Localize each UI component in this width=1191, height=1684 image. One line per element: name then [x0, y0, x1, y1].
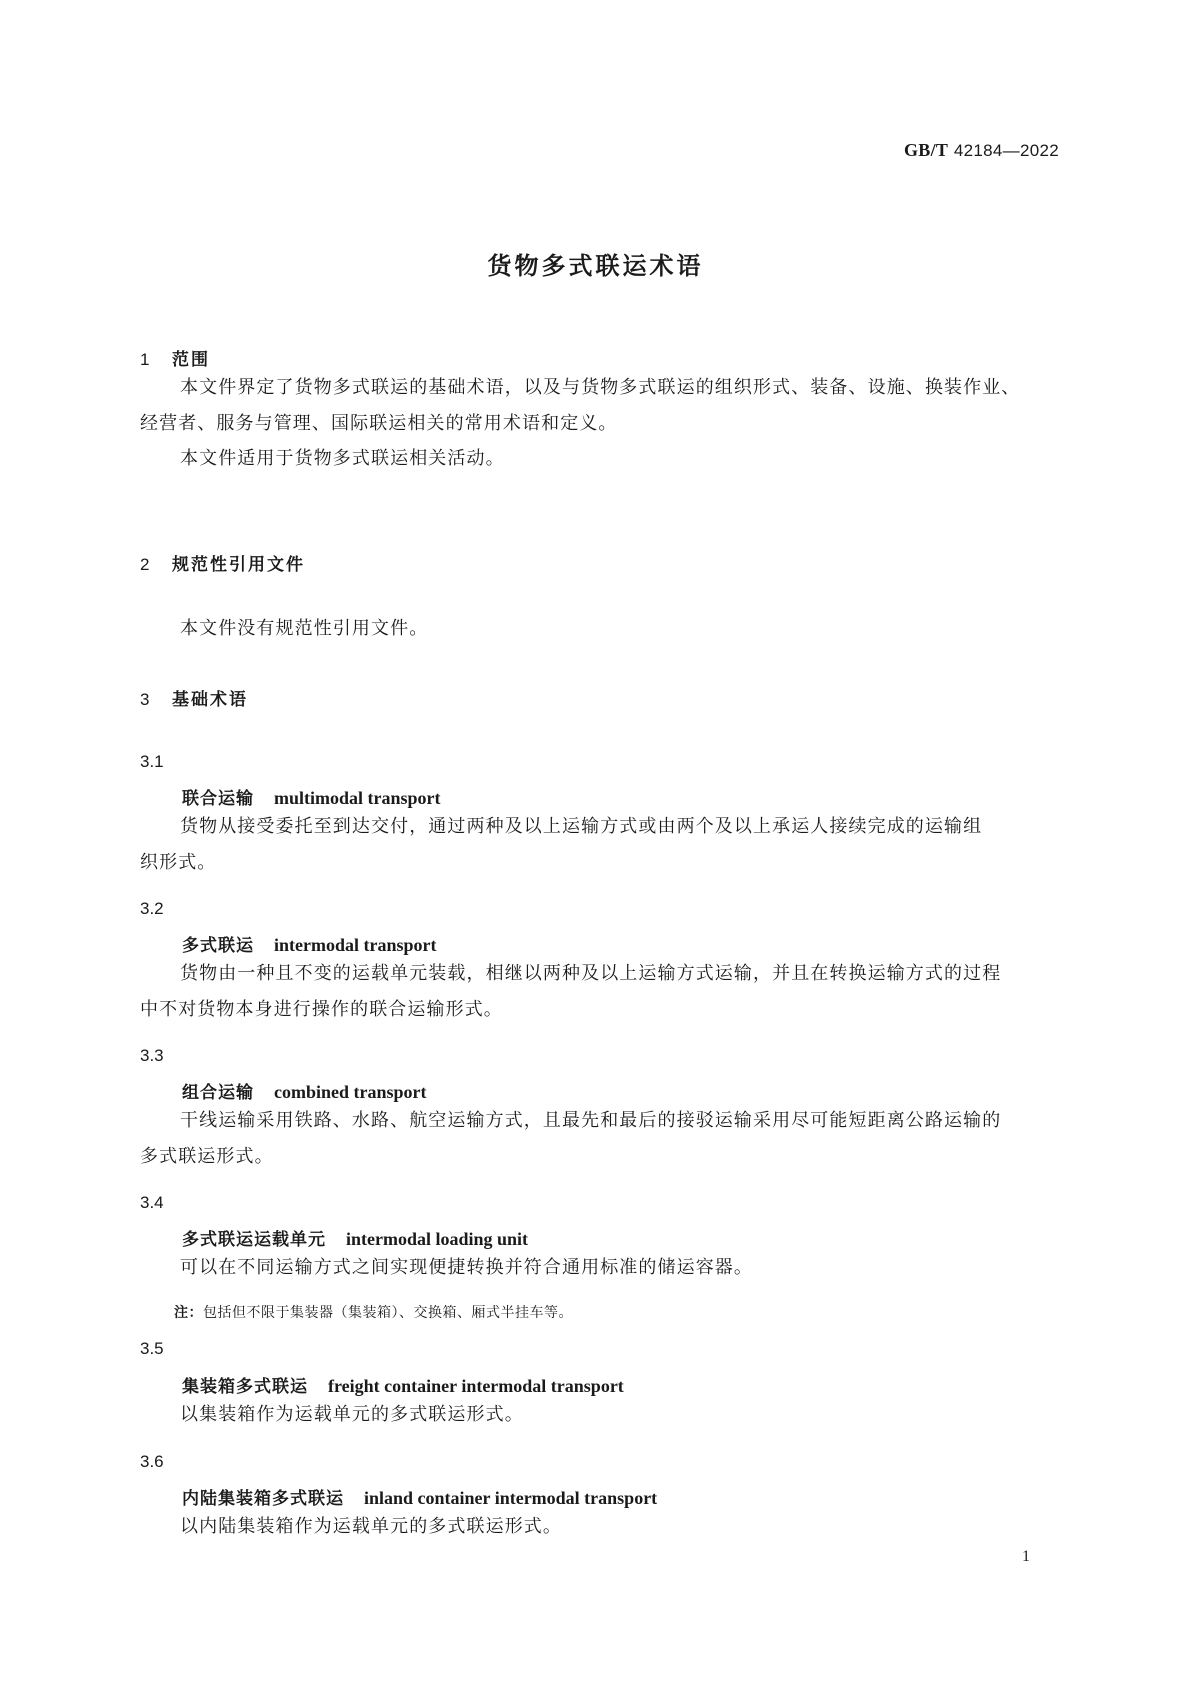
section-number: 3 — [140, 690, 150, 709]
note-text: 包括但不限于集装器（集装箱）、交换箱、厢式半挂车等。 — [203, 1305, 573, 1321]
term-number: 3.2 — [140, 899, 164, 918]
section-title: 规范性引用文件 — [172, 555, 305, 575]
paragraph: 本文件没有规范性引用文件。 — [180, 618, 429, 639]
definition-line: 以内陆集装箱作为运载单元的多式联运形式。 — [180, 1516, 562, 1537]
term-chinese: 集装箱多式联运 — [182, 1377, 308, 1397]
term-heading — [182, 931, 436, 956]
term-number: 3.5 — [140, 1339, 164, 1358]
standard-prefix: GB/T — [903, 140, 949, 160]
term-english: combined transport — [274, 1082, 427, 1102]
term-english: multimodal transport — [274, 788, 441, 808]
section-heading-scope — [140, 345, 210, 370]
note-label: 注： — [174, 1305, 203, 1321]
term-english: intermodal loading unit — [346, 1229, 529, 1249]
definition-line: 多式联运形式。 — [140, 1146, 274, 1167]
definition-line: 织形式。 — [140, 852, 217, 873]
definition-line: 可以在不同运输方式之间实现便捷转换并符合通用标准的储运容器。 — [180, 1257, 753, 1278]
document-title: 货物多式联运术语 — [487, 252, 704, 280]
term-chinese: 多式联运 — [182, 936, 254, 956]
term-english: freight container intermodal transport — [328, 1376, 624, 1396]
section-number: 1 — [140, 350, 150, 369]
term-chinese: 内陆集装箱多式联运 — [182, 1489, 344, 1509]
term-heading — [182, 1078, 427, 1103]
term-heading — [182, 1484, 657, 1509]
definition-line: 货物由一种且不变的运载单元装载，相继以两种及以上运输方式运输，并且在转换运输方式的过程 — [180, 963, 1002, 984]
section-heading-normative-references — [140, 550, 305, 575]
standard-code — [0, 140, 1059, 161]
section-title: 基础术语 — [172, 690, 248, 710]
standard-number: 42184—2022 — [953, 141, 1059, 160]
term-chinese: 联合运输 — [182, 789, 254, 809]
term-english: inland container intermodal transport — [364, 1488, 658, 1508]
section-number: 2 — [140, 555, 150, 574]
definition-line: 以集装箱作为运载单元的多式联运形式。 — [180, 1404, 524, 1425]
term-number: 3.3 — [140, 1046, 164, 1065]
term-chinese: 组合运输 — [182, 1083, 254, 1103]
paragraph: 本文件适用于货物多式联运相关活动。 — [180, 448, 505, 469]
term-english: intermodal transport — [274, 935, 437, 955]
page-number: 1 — [1022, 1548, 1030, 1565]
paragraph-line: 本文件界定了货物多式联运的基础术语，以及与货物多式联运的组织形式、装备、设施、换装作业、 — [180, 377, 1021, 398]
section-heading-basic-terms — [140, 685, 248, 710]
definition-line: 干线运输采用铁路、水路、航空运输方式，且最先和最后的接驳运输采用尽可能短距离公路运输的 — [180, 1110, 1002, 1131]
definition-line: 货物从接受委托至到达交付，通过两种及以上运输方式或由两个及以上承运人接续完成的运输组 — [180, 816, 983, 837]
note — [174, 1302, 573, 1322]
term-heading — [182, 784, 441, 809]
term-heading — [182, 1372, 624, 1397]
definition-line: 中不对货物本身进行操作的联合运输形式。 — [140, 999, 503, 1020]
term-number: 3.1 — [140, 752, 164, 771]
term-number: 3.4 — [140, 1193, 164, 1212]
term-chinese: 多式联运运载单元 — [182, 1230, 326, 1250]
section-title: 范围 — [172, 350, 210, 370]
term-heading — [182, 1225, 528, 1250]
term-number: 3.6 — [140, 1452, 164, 1471]
paragraph-line: 经营者、服务与管理、国际联运相关的常用术语和定义。 — [140, 413, 618, 434]
